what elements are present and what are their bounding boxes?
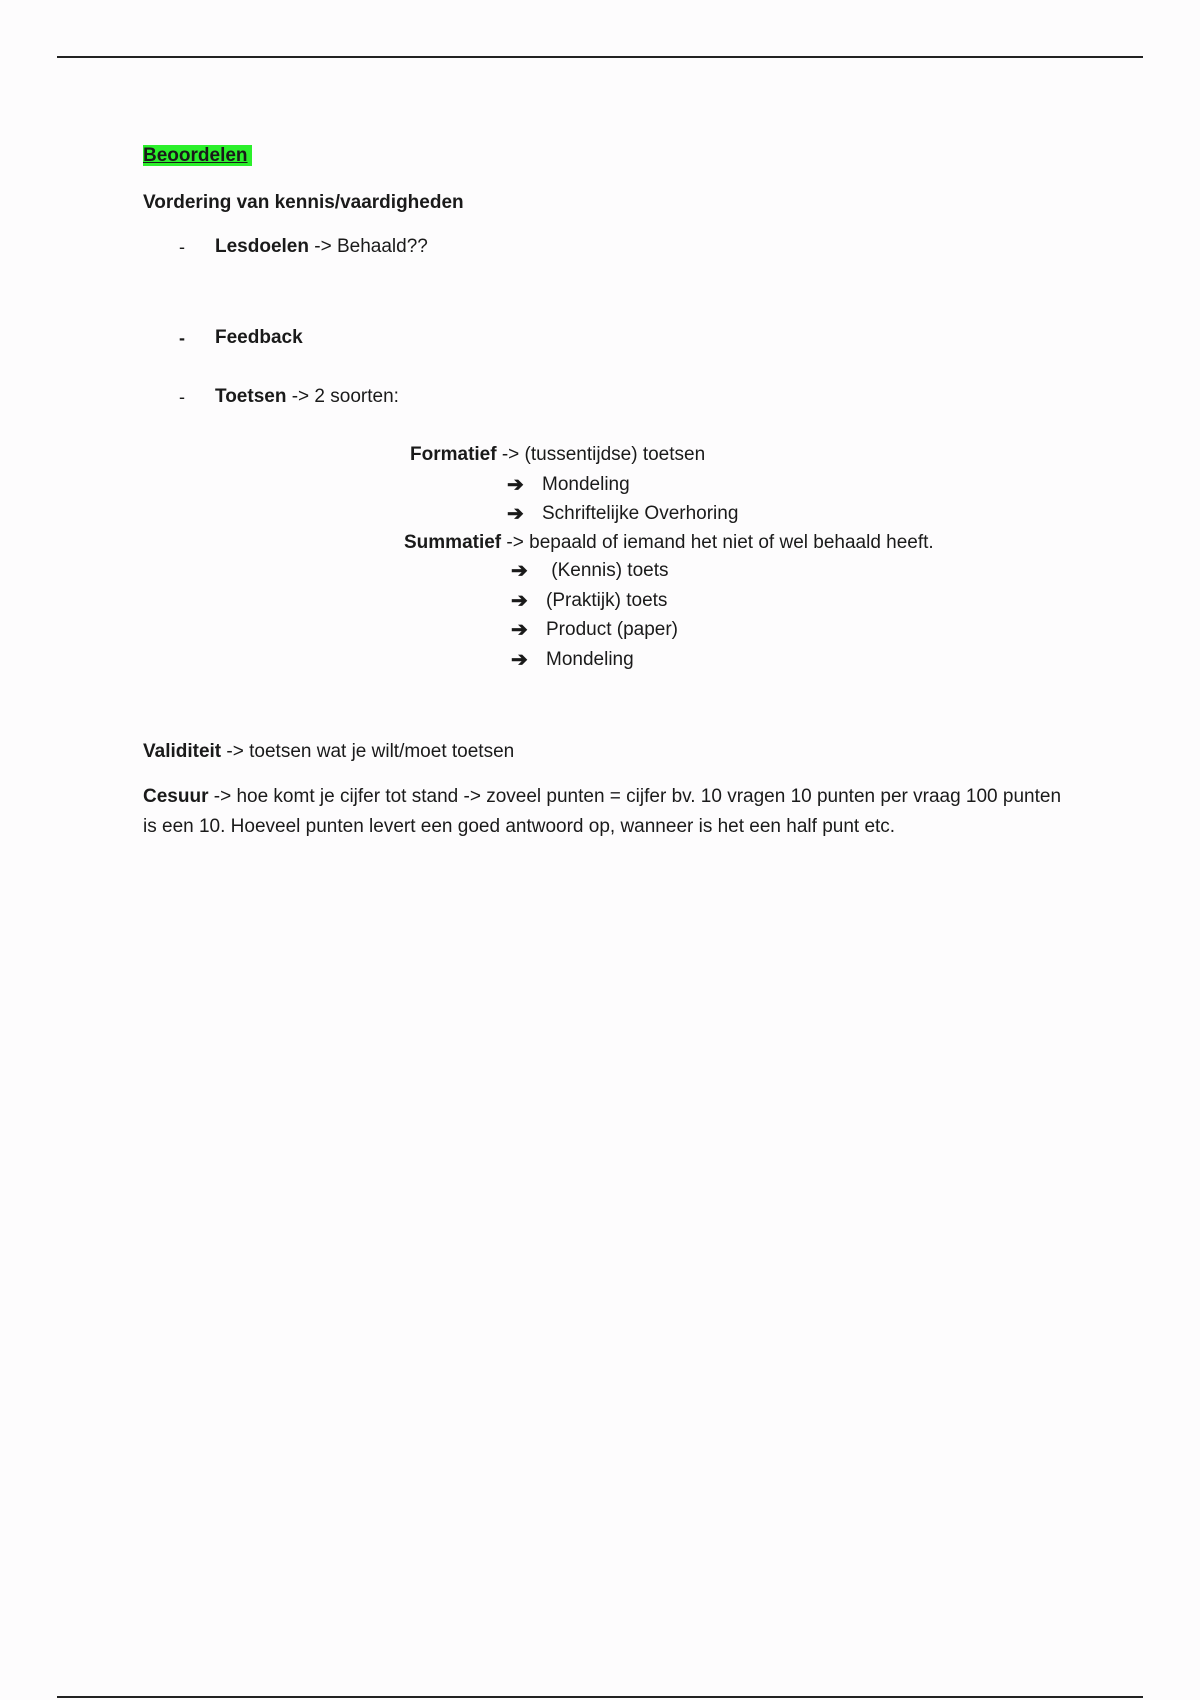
subheading: Vordering van kennis/vaardigheden <box>143 192 464 213</box>
bullet-item-toetsen <box>215 385 399 409</box>
arrow-right-icon: ➔ <box>507 503 524 525</box>
formatief-text: -> (tussentijdse) toetsen <box>496 444 706 465</box>
header-rule <box>57 56 1143 58</box>
bullet-marker: - <box>179 328 185 348</box>
formatief-item: Schriftelijke Overhoring <box>542 503 739 524</box>
summatief-term: Summatief <box>404 532 502 553</box>
cesuur-term: Cesuur <box>143 786 209 807</box>
validiteit-text: -> toetsen wat je wilt/moet toetsen <box>221 741 515 762</box>
formatief-line <box>410 443 705 467</box>
footer-rule <box>57 1696 1143 1698</box>
bullet-item-feedback <box>215 326 303 350</box>
bullet-marker: - <box>179 387 185 407</box>
summatief-line <box>404 531 934 555</box>
bullet-term: Lesdoelen <box>215 236 309 257</box>
formatief-term: Formatief <box>410 444 497 465</box>
bullet-term: Feedback <box>215 327 303 348</box>
arrow-right-icon: ➔ <box>511 649 528 671</box>
summatief-item: (Praktijk) toets <box>546 590 668 611</box>
formatief-item: Mondeling <box>542 474 630 495</box>
arrow-right-icon: ➔ <box>511 560 528 582</box>
bullet-marker: - <box>179 237 185 257</box>
summatief-item: Mondeling <box>546 649 634 670</box>
validiteit-term: Validiteit <box>143 741 222 762</box>
summatief-text: -> bepaald of iemand het niet of wel behaald heeft. <box>501 532 934 553</box>
bullet-text: -> Behaald?? <box>308 236 428 257</box>
summatief-item: (Kennis) toets <box>546 560 669 581</box>
bullet-term: Toetsen <box>215 386 287 407</box>
bullet-item-lesdoelen <box>215 235 428 259</box>
arrow-right-icon: ➔ <box>507 474 524 496</box>
arrow-right-icon: ➔ <box>511 590 528 612</box>
validiteit-line <box>143 740 514 764</box>
bullet-text: -> 2 soorten: <box>286 386 399 407</box>
cesuur-paragraph <box>143 782 1073 842</box>
page-heading: Beoordelen <box>143 144 252 168</box>
cesuur-text: -> hoe komt je cijfer tot stand -> zoveel punten = cijfer bv. 10 vragen 10 punten per vraag 100 punten is een 10. Hoeveel punten levert een goed antwoord op, wanneer is het een half punt etc. <box>143 786 1062 837</box>
summatief-item: Product (paper) <box>546 619 679 640</box>
arrow-right-icon: ➔ <box>511 619 528 641</box>
